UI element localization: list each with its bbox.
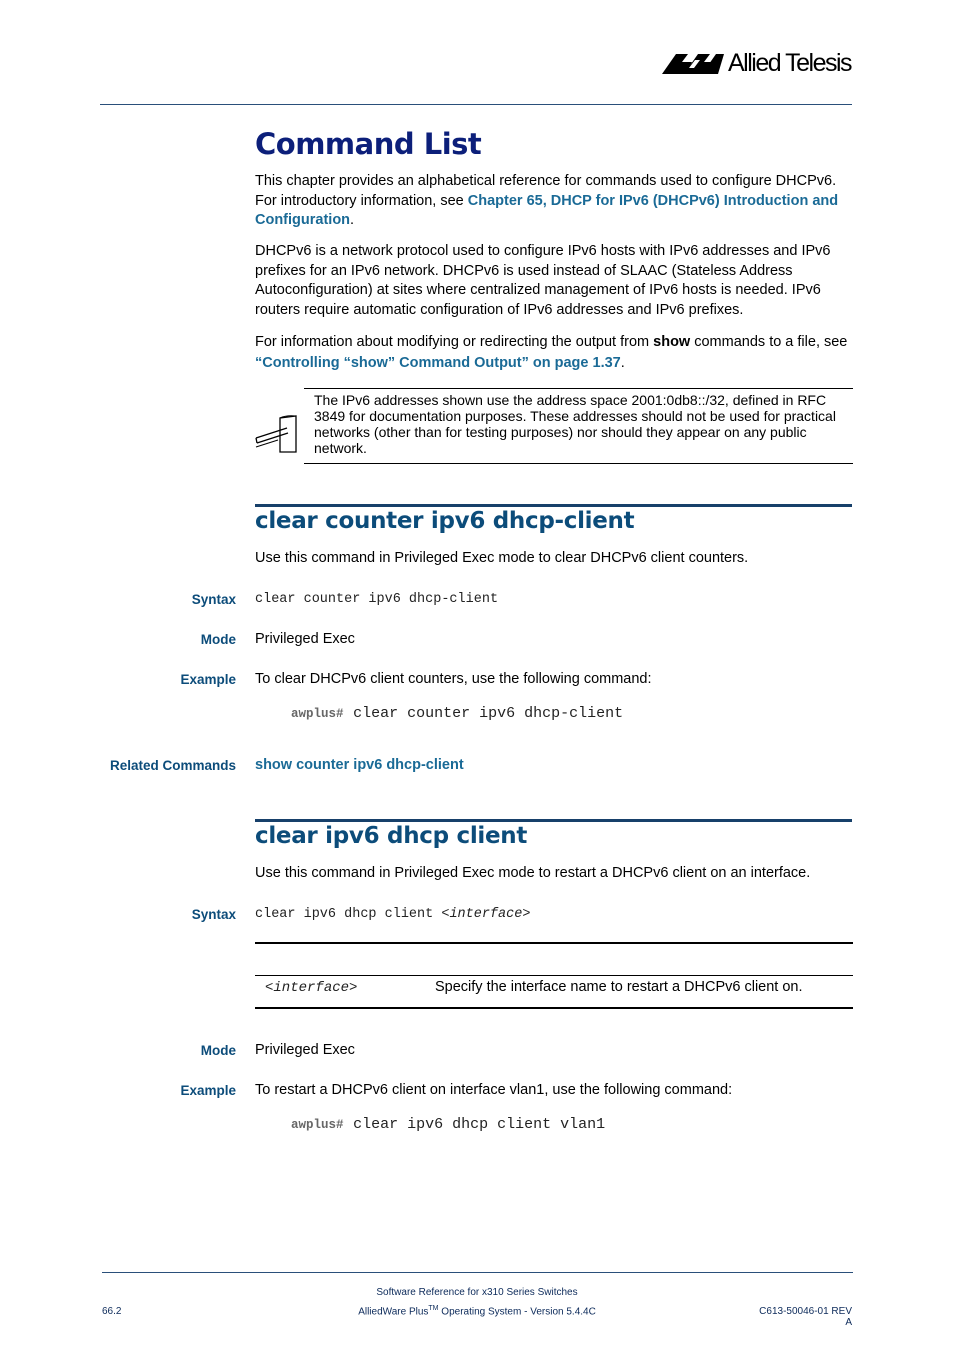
related-commands-label: Related Commands xyxy=(109,758,236,773)
related-command-link[interactable]: show counter ipv6 dhcp-client xyxy=(255,757,464,773)
intro-paragraph-2: DHCPv6 is a network protocol used to configure IPv6 hosts with IPv6 addresses and IPv6 prefixes for an IPv6 network. DHCPv6 is used instead of SLAAC (Stateless Address Autoconfiguration) at sites where centralized management of IPv6 hosts is needed. IPv6 routers require automatic configuration of IPv6 addresses and IPv6 prefixes. xyxy=(255,243,831,318)
syntax-code: clear counter ipv6 dhcp-client xyxy=(255,592,499,607)
mode-value: Privileged Exec xyxy=(255,631,355,647)
intro-paragraph-1: This chapter provides an alphabetical reference for commands used to configure DHCPv6. For introductory information, see Chapter 65, DHCP for IPv6 (DHCPv6) Introduction and Configuration. xyxy=(255,173,839,228)
allied-telesis-mark-icon xyxy=(662,54,724,74)
example-label: Example xyxy=(180,1083,236,1098)
footer-rule xyxy=(102,1272,853,1273)
syntax-label: Syntax xyxy=(191,907,236,922)
example-command xyxy=(291,1115,605,1133)
section-description: Use this command in Privileged Exec mode to clear DHCPv6 client counters. xyxy=(255,550,749,566)
note-text: The IPv6 addresses shown use the address space 2001:0db8::/32, defined in RFC 3849 for documentation purposes. These addresses should not be used for practical networks (other than for testing purposes) nor should they appear on any public network. xyxy=(314,392,836,456)
param-table-bottom-rule xyxy=(255,1007,853,1009)
param-name: <interface> xyxy=(265,980,358,996)
controlling-show-link[interactable]: “Controlling “show” Command Output” on page 1.37 xyxy=(255,355,621,371)
section-title-clear-dhcp-client: clear ipv6 dhcp client xyxy=(255,823,528,849)
intro-paragraph-3: For information about modifying or redirecting the output from show commands to a file, see “Controlling “show” Command Output” on page 1.37. xyxy=(255,334,848,371)
mode-label: Mode xyxy=(200,632,236,647)
logo-text: Allied Telesis xyxy=(728,49,852,77)
footer-version: AlliedWare Plus™ Operating System - Version 5.4.4C xyxy=(358,1305,596,1318)
footer-title: Software Reference for x310 Series Switches xyxy=(376,1287,578,1298)
param-table-header-rule xyxy=(255,975,853,976)
section-title-clear-counter: clear counter ipv6 dhcp-client xyxy=(255,508,635,534)
param-table-top-rule xyxy=(255,942,853,944)
cli-prompt: awplus# xyxy=(291,707,344,721)
example-text: To clear DHCPv6 client counters, use the following command: xyxy=(255,671,652,687)
document-id: C613-50046-01 REV A xyxy=(759,1306,852,1328)
example-text: To restart a DHCPv6 client on interface vlan1, use the following command: xyxy=(255,1082,733,1098)
chapter-link[interactable]: Chapter 65, DHCP for IPv6 (DHCPv6) Introduction and Configuration xyxy=(255,192,839,228)
page-title: Command List xyxy=(255,127,482,161)
cli-prompt: awplus# xyxy=(291,1118,344,1132)
section-rule-2 xyxy=(255,819,852,822)
mode-value: Privileged Exec xyxy=(255,1042,355,1058)
param-description: Specify the interface name to restart a DHCPv6 client on. xyxy=(435,979,803,995)
allied-telesis-logo xyxy=(662,49,854,78)
mode-label: Mode xyxy=(200,1043,236,1058)
page-number: 66.2 xyxy=(102,1306,122,1317)
section-description: Use this command in Privileged Exec mode to restart a DHCPv6 client on an interface. xyxy=(255,865,811,881)
cli-command: clear counter ipv6 dhcp-client xyxy=(353,705,624,722)
note-box xyxy=(304,388,853,464)
cli-command: clear ipv6 dhcp client vlan1 xyxy=(353,1116,606,1133)
example-command xyxy=(291,704,623,722)
note-pencil-icon xyxy=(254,412,300,454)
syntax-code: clear ipv6 dhcp client <interface> xyxy=(255,907,531,922)
syntax-label: Syntax xyxy=(191,592,236,607)
section-rule-1 xyxy=(255,504,852,507)
header-rule xyxy=(100,104,852,105)
example-label: Example xyxy=(180,672,236,687)
